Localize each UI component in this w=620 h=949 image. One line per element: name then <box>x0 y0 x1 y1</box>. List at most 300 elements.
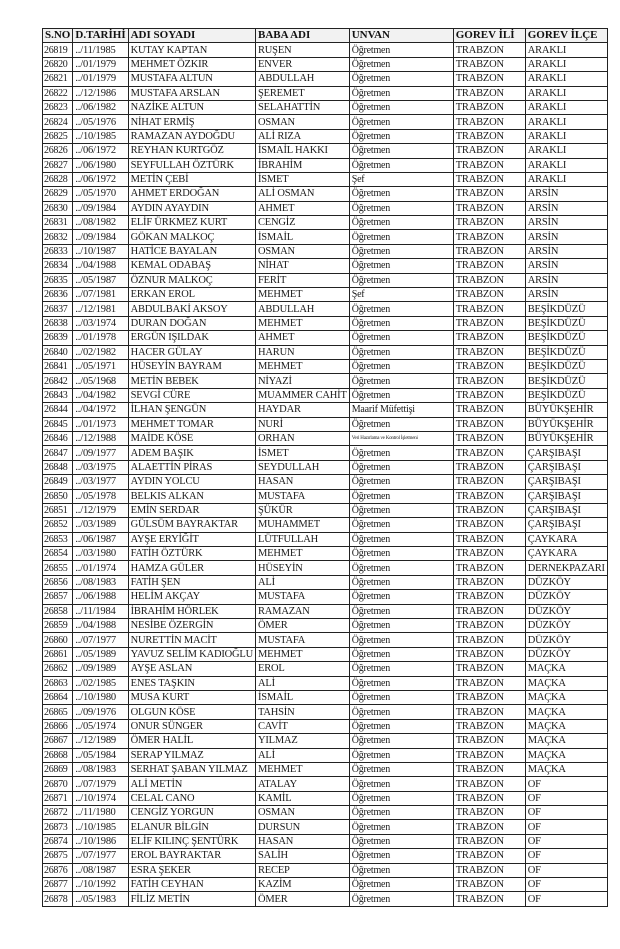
cell-sno: 26874 <box>43 834 73 848</box>
cell-birth-date: ../05/1984 <box>73 748 128 762</box>
cell-birth-date: ../09/1984 <box>73 230 128 244</box>
cell-sno: 26842 <box>43 374 73 388</box>
cell-full-name: HACER GÜLAY <box>128 345 255 359</box>
header-sno: S.NO <box>43 29 73 43</box>
table-row <box>43 230 608 244</box>
cell-father-name: İSMET <box>256 446 350 460</box>
cell-full-name: MAİDE KÖSE <box>128 431 255 445</box>
cell-father-name: NİHAT <box>256 259 350 273</box>
cell-title: Öğretmen <box>349 690 453 704</box>
cell-title: Öğretmen <box>349 633 453 647</box>
cell-full-name: ELİF KILINÇ ŞENTÜRK <box>128 834 255 848</box>
cell-title: Öğretmen <box>349 748 453 762</box>
cell-district: ARAKLI <box>525 86 607 100</box>
table-row <box>43 259 608 273</box>
table-row <box>43 374 608 388</box>
cell-full-name: MUSTAFA ARSLAN <box>128 86 255 100</box>
cell-father-name: MEHMET <box>256 316 350 330</box>
cell-sno: 26845 <box>43 417 73 431</box>
cell-province: TRABZON <box>453 431 525 445</box>
cell-title: Öğretmen <box>349 647 453 661</box>
cell-province: TRABZON <box>453 806 525 820</box>
cell-full-name: MUSTAFA ALTUN <box>128 72 255 86</box>
cell-father-name: AHMET <box>256 331 350 345</box>
cell-title: Öğretmen <box>349 834 453 848</box>
cell-full-name: SEVGİ CÜRE <box>128 388 255 402</box>
table-row <box>43 201 608 215</box>
cell-birth-date: ../09/1976 <box>73 705 128 719</box>
cell-province: TRABZON <box>453 302 525 316</box>
cell-title: Öğretmen <box>349 129 453 143</box>
cell-father-name: EROL <box>256 662 350 676</box>
cell-title: Öğretmen <box>349 475 453 489</box>
cell-birth-date: ../05/1989 <box>73 647 128 661</box>
cell-district: MAÇKA <box>525 734 607 748</box>
cell-title: Öğretmen <box>349 705 453 719</box>
cell-district: BEŞİKDÜZÜ <box>525 331 607 345</box>
cell-title: Öğretmen <box>349 561 453 575</box>
cell-sno: 26819 <box>43 43 73 57</box>
cell-sno: 26859 <box>43 619 73 633</box>
cell-district: ARAKLI <box>525 144 607 158</box>
cell-province: TRABZON <box>453 345 525 359</box>
cell-province: TRABZON <box>453 144 525 158</box>
cell-birth-date: ../12/1986 <box>73 86 128 100</box>
cell-sno: 26876 <box>43 863 73 877</box>
cell-full-name: EROL BAYRAKTAR <box>128 849 255 863</box>
table-row <box>43 748 608 762</box>
cell-sno: 26854 <box>43 547 73 561</box>
cell-province: TRABZON <box>453 820 525 834</box>
cell-title: Öğretmen <box>349 518 453 532</box>
cell-district: OF <box>525 777 607 791</box>
cell-full-name: MEHMET ÖZKIR <box>128 57 255 71</box>
cell-birth-date: ../12/1988 <box>73 431 128 445</box>
cell-district: ÇARŞIBAŞI <box>525 460 607 474</box>
cell-province: TRABZON <box>453 503 525 517</box>
cell-sno: 26867 <box>43 734 73 748</box>
cell-birth-date: ../01/1979 <box>73 72 128 86</box>
cell-birth-date: ../11/1985 <box>73 43 128 57</box>
cell-district: OF <box>525 806 607 820</box>
cell-title: Öğretmen <box>349 863 453 877</box>
cell-birth-date: ../05/1974 <box>73 719 128 733</box>
cell-father-name: FERİT <box>256 273 350 287</box>
cell-birth-date: ../06/1987 <box>73 532 128 546</box>
cell-father-name: ALİ OSMAN <box>256 187 350 201</box>
cell-title: Öğretmen <box>349 489 453 503</box>
cell-birth-date: ../10/1985 <box>73 129 128 143</box>
cell-full-name: ALAETTİN PİRAS <box>128 460 255 474</box>
cell-title: Öğretmen <box>349 187 453 201</box>
cell-birth-date: ../04/1988 <box>73 619 128 633</box>
cell-title: Öğretmen <box>349 100 453 114</box>
cell-province: TRABZON <box>453 590 525 604</box>
cell-district: OF <box>525 892 607 906</box>
cell-father-name: SELAHATTİN <box>256 100 350 114</box>
cell-title: Öğretmen <box>349 503 453 517</box>
cell-district: DÜZKÖY <box>525 575 607 589</box>
table-row <box>43 777 608 791</box>
cell-title: Öğretmen <box>349 359 453 373</box>
cell-father-name: AHMET <box>256 201 350 215</box>
cell-sno: 26843 <box>43 388 73 402</box>
cell-district: OF <box>525 791 607 805</box>
cell-district: ARAKLI <box>525 57 607 71</box>
cell-father-name: DURSUN <box>256 820 350 834</box>
cell-district: ARAKLI <box>525 72 607 86</box>
cell-province: TRABZON <box>453 878 525 892</box>
cell-district: ARAKLI <box>525 43 607 57</box>
cell-full-name: FATİH ÖZTÜRK <box>128 547 255 561</box>
cell-birth-date: ../01/1974 <box>73 561 128 575</box>
cell-father-name: İBRAHİM <box>256 158 350 172</box>
cell-sno: 26869 <box>43 762 73 776</box>
cell-birth-date: ../09/1989 <box>73 662 128 676</box>
cell-title: Öğretmen <box>349 820 453 834</box>
cell-district: MAÇKA <box>525 662 607 676</box>
cell-full-name: ESRA ŞEKER <box>128 863 255 877</box>
header-father-name: BABA ADI <box>256 29 350 43</box>
cell-sno: 26826 <box>43 144 73 158</box>
cell-father-name: ALİ <box>256 748 350 762</box>
cell-father-name: RAMAZAN <box>256 604 350 618</box>
cell-title: Öğretmen <box>349 590 453 604</box>
header-district: GOREV İLÇE <box>525 29 607 43</box>
cell-birth-date: ../10/1980 <box>73 690 128 704</box>
cell-full-name: SERAP YILMAZ <box>128 748 255 762</box>
cell-title: Öğretmen <box>349 417 453 431</box>
cell-province: TRABZON <box>453 849 525 863</box>
cell-sno: 26836 <box>43 288 73 302</box>
cell-sno: 26878 <box>43 892 73 906</box>
cell-father-name: İSMAİL <box>256 690 350 704</box>
cell-full-name: ELANUR BİLGİN <box>128 820 255 834</box>
cell-province: TRABZON <box>453 172 525 186</box>
cell-full-name: AYŞE ASLAN <box>128 662 255 676</box>
table-row <box>43 115 608 129</box>
cell-title: Öğretmen <box>349 892 453 906</box>
table-row <box>43 547 608 561</box>
cell-father-name: OSMAN <box>256 244 350 258</box>
table-row <box>43 690 608 704</box>
personnel-list-sheet <box>42 28 608 907</box>
cell-title: Öğretmen <box>349 201 453 215</box>
cell-province: TRABZON <box>453 734 525 748</box>
table-row <box>43 503 608 517</box>
cell-province: TRABZON <box>453 518 525 532</box>
cell-district: DÜZKÖY <box>525 647 607 661</box>
table-row <box>43 172 608 186</box>
table-row <box>43 619 608 633</box>
cell-sno: 26870 <box>43 777 73 791</box>
cell-full-name: ELİF ÜRKMEZ KURT <box>128 216 255 230</box>
cell-birth-date: ../04/1988 <box>73 259 128 273</box>
cell-sno: 26820 <box>43 57 73 71</box>
cell-full-name: AHMET ERDOĞAN <box>128 187 255 201</box>
cell-birth-date: ../03/1975 <box>73 460 128 474</box>
cell-birth-date: ../09/1977 <box>73 446 128 460</box>
cell-full-name: SEYFULLAH ÖZTÜRK <box>128 158 255 172</box>
cell-father-name: YILMAZ <box>256 734 350 748</box>
cell-title: Öğretmen <box>349 115 453 129</box>
cell-title: Öğretmen <box>349 230 453 244</box>
cell-full-name: DURAN DOĞAN <box>128 316 255 330</box>
cell-title: Öğretmen <box>349 216 453 230</box>
cell-father-name: ENVER <box>256 57 350 71</box>
table-row <box>43 100 608 114</box>
table-row <box>43 244 608 258</box>
cell-district: ARSİN <box>525 259 607 273</box>
table-row <box>43 273 608 287</box>
cell-province: TRABZON <box>453 374 525 388</box>
cell-sno: 26873 <box>43 820 73 834</box>
cell-district: ARSİN <box>525 230 607 244</box>
cell-title: Öğretmen <box>349 158 453 172</box>
cell-province: TRABZON <box>453 892 525 906</box>
cell-father-name: MUAMMER CAHİT <box>256 388 350 402</box>
cell-father-name: HÜSEYİN <box>256 561 350 575</box>
cell-title: Öğretmen <box>349 532 453 546</box>
cell-birth-date: ../12/1989 <box>73 734 128 748</box>
cell-father-name: İSMET <box>256 172 350 186</box>
cell-district: OF <box>525 863 607 877</box>
cell-full-name: MEHMET TOMAR <box>128 417 255 431</box>
table-body <box>43 43 608 906</box>
cell-father-name: MUSTAFA <box>256 489 350 503</box>
cell-birth-date: ../02/1982 <box>73 345 128 359</box>
cell-sno: 26858 <box>43 604 73 618</box>
cell-full-name: OLGUN KÖSE <box>128 705 255 719</box>
cell-full-name: HÜSEYİN BAYRAM <box>128 359 255 373</box>
table-row <box>43 388 608 402</box>
cell-title: Şef <box>349 288 453 302</box>
cell-title: Öğretmen <box>349 86 453 100</box>
cell-father-name: KAZİM <box>256 878 350 892</box>
cell-birth-date: ../06/1982 <box>73 100 128 114</box>
cell-province: TRABZON <box>453 43 525 57</box>
cell-title: Öğretmen <box>349 575 453 589</box>
cell-father-name: MEHMET <box>256 359 350 373</box>
cell-father-name: HASAN <box>256 834 350 848</box>
cell-title: Öğretmen <box>349 316 453 330</box>
cell-sno: 26872 <box>43 806 73 820</box>
cell-full-name: İLHAN ŞENGÜN <box>128 403 255 417</box>
cell-birth-date: ../01/1973 <box>73 417 128 431</box>
cell-title: Öğretmen <box>349 244 453 258</box>
table-row <box>43 604 608 618</box>
table-row <box>43 518 608 532</box>
cell-birth-date: ../10/1992 <box>73 878 128 892</box>
cell-full-name: KEMAL ODABAŞ <box>128 259 255 273</box>
table-row <box>43 417 608 431</box>
cell-district: ARSİN <box>525 288 607 302</box>
table-row <box>43 561 608 575</box>
cell-province: TRABZON <box>453 633 525 647</box>
cell-province: TRABZON <box>453 57 525 71</box>
cell-title: Öğretmen <box>349 604 453 618</box>
cell-full-name: NURETTİN MACİT <box>128 633 255 647</box>
cell-district: ARAKLI <box>525 129 607 143</box>
cell-district: ÇAYKARA <box>525 532 607 546</box>
cell-title: Öğretmen <box>349 806 453 820</box>
cell-sno: 26855 <box>43 561 73 575</box>
table-row <box>43 345 608 359</box>
cell-birth-date: ../08/1987 <box>73 863 128 877</box>
cell-full-name: GÖKAN MALKOÇ <box>128 230 255 244</box>
cell-district: MAÇKA <box>525 719 607 733</box>
cell-title: Maarif Müfettişi <box>349 403 453 417</box>
cell-birth-date: ../08/1983 <box>73 575 128 589</box>
table-row <box>43 705 608 719</box>
cell-district: BÜYÜKŞEHİR <box>525 417 607 431</box>
cell-father-name: ŞEREMET <box>256 86 350 100</box>
cell-father-name: SALİH <box>256 849 350 863</box>
cell-province: TRABZON <box>453 547 525 561</box>
cell-sno: 26863 <box>43 676 73 690</box>
cell-title: Öğretmen <box>349 331 453 345</box>
cell-birth-date: ../01/1978 <box>73 331 128 345</box>
cell-title: Öğretmen <box>349 878 453 892</box>
cell-father-name: MUHAMMET <box>256 518 350 532</box>
cell-district: ARSİN <box>525 273 607 287</box>
cell-full-name: NAZİKE ALTUN <box>128 100 255 114</box>
cell-sno: 26860 <box>43 633 73 647</box>
table-row <box>43 719 608 733</box>
cell-province: TRABZON <box>453 129 525 143</box>
cell-birth-date: ../05/1970 <box>73 187 128 201</box>
table-row <box>43 676 608 690</box>
cell-full-name: NESİBE ÖZERGİN <box>128 619 255 633</box>
table-row <box>43 144 608 158</box>
cell-father-name: ABDULLAH <box>256 72 350 86</box>
cell-full-name: ABDULBAKİ AKSOY <box>128 302 255 316</box>
cell-title: Öğretmen <box>349 273 453 287</box>
cell-birth-date: ../08/1983 <box>73 762 128 776</box>
cell-birth-date: ../06/1988 <box>73 590 128 604</box>
cell-father-name: İSMAİL <box>256 230 350 244</box>
cell-district: OF <box>525 834 607 848</box>
cell-full-name: AYDIN YOLCU <box>128 475 255 489</box>
cell-district: ARAKLI <box>525 172 607 186</box>
cell-father-name: ÖMER <box>256 619 350 633</box>
cell-sno: 26865 <box>43 705 73 719</box>
cell-title: Öğretmen <box>349 849 453 863</box>
cell-district: ARSİN <box>525 187 607 201</box>
cell-birth-date: ../07/1977 <box>73 849 128 863</box>
cell-sno: 26871 <box>43 791 73 805</box>
cell-sno: 26831 <box>43 216 73 230</box>
table-row <box>43 590 608 604</box>
cell-sno: 26824 <box>43 115 73 129</box>
cell-sno: 26839 <box>43 331 73 345</box>
cell-full-name: EMİN SERDAR <box>128 503 255 517</box>
table-row <box>43 762 608 776</box>
table-row <box>43 302 608 316</box>
cell-father-name: ALİ <box>256 575 350 589</box>
cell-district: ÇARŞIBAŞI <box>525 518 607 532</box>
cell-district: ARAKLI <box>525 100 607 114</box>
cell-province: TRABZON <box>453 359 525 373</box>
cell-birth-date: ../05/1983 <box>73 892 128 906</box>
cell-birth-date: ../02/1985 <box>73 676 128 690</box>
cell-title: Öğretmen <box>349 259 453 273</box>
cell-district: DÜZKÖY <box>525 619 607 633</box>
cell-full-name: METİN BEBEK <box>128 374 255 388</box>
cell-father-name: NİYAZİ <box>256 374 350 388</box>
cell-sno: 26837 <box>43 302 73 316</box>
cell-district: ARSİN <box>525 201 607 215</box>
cell-birth-date: ../12/1979 <box>73 503 128 517</box>
cell-sno: 26823 <box>43 100 73 114</box>
table-row <box>43 489 608 503</box>
cell-province: TRABZON <box>453 244 525 258</box>
cell-title: Öğretmen <box>349 762 453 776</box>
cell-father-name: ABDULLAH <box>256 302 350 316</box>
cell-province: TRABZON <box>453 331 525 345</box>
cell-district: MAÇKA <box>525 762 607 776</box>
cell-title: Öğretmen <box>349 547 453 561</box>
cell-title: Öğretmen <box>349 144 453 158</box>
cell-full-name: ADEM BAŞIK <box>128 446 255 460</box>
cell-province: TRABZON <box>453 662 525 676</box>
cell-birth-date: ../03/1989 <box>73 518 128 532</box>
cell-title: Öğretmen <box>349 72 453 86</box>
cell-father-name: RUŞEN <box>256 43 350 57</box>
cell-province: TRABZON <box>453 719 525 733</box>
cell-title: Öğretmen <box>349 43 453 57</box>
table-row <box>43 662 608 676</box>
table-row <box>43 403 608 417</box>
cell-title: Öğretmen <box>349 460 453 474</box>
cell-father-name: CAVİT <box>256 719 350 733</box>
table-row <box>43 331 608 345</box>
cell-district: ARAKLI <box>525 158 607 172</box>
cell-sno: 26849 <box>43 475 73 489</box>
cell-sno: 26853 <box>43 532 73 546</box>
cell-province: TRABZON <box>453 158 525 172</box>
table-row <box>43 863 608 877</box>
cell-birth-date: ../05/1971 <box>73 359 128 373</box>
cell-birth-date: ../10/1974 <box>73 791 128 805</box>
table-row <box>43 431 608 445</box>
cell-father-name: MEHMET <box>256 288 350 302</box>
table-row <box>43 734 608 748</box>
cell-district: MAÇKA <box>525 676 607 690</box>
cell-district: DÜZKÖY <box>525 604 607 618</box>
cell-sno: 26868 <box>43 748 73 762</box>
cell-district: BÜYÜKŞEHİR <box>525 403 607 417</box>
cell-birth-date: ../09/1984 <box>73 201 128 215</box>
cell-district: ÇARŞIBAŞI <box>525 446 607 460</box>
cell-father-name: ATALAY <box>256 777 350 791</box>
cell-title: Öğretmen <box>349 374 453 388</box>
cell-birth-date: ../07/1977 <box>73 633 128 647</box>
cell-province: TRABZON <box>453 72 525 86</box>
cell-full-name: BELKIS ALKAN <box>128 489 255 503</box>
cell-province: TRABZON <box>453 316 525 330</box>
cell-birth-date: ../11/1980 <box>73 806 128 820</box>
cell-sno: 26838 <box>43 316 73 330</box>
cell-father-name: MEHMET <box>256 647 350 661</box>
cell-province: TRABZON <box>453 690 525 704</box>
cell-province: TRABZON <box>453 201 525 215</box>
cell-father-name: MEHMET <box>256 762 350 776</box>
cell-district: BÜYÜKŞEHİR <box>525 431 607 445</box>
cell-province: TRABZON <box>453 762 525 776</box>
cell-full-name: ÖZNUR MALKOÇ <box>128 273 255 287</box>
cell-full-name: ÖMER HALİL <box>128 734 255 748</box>
